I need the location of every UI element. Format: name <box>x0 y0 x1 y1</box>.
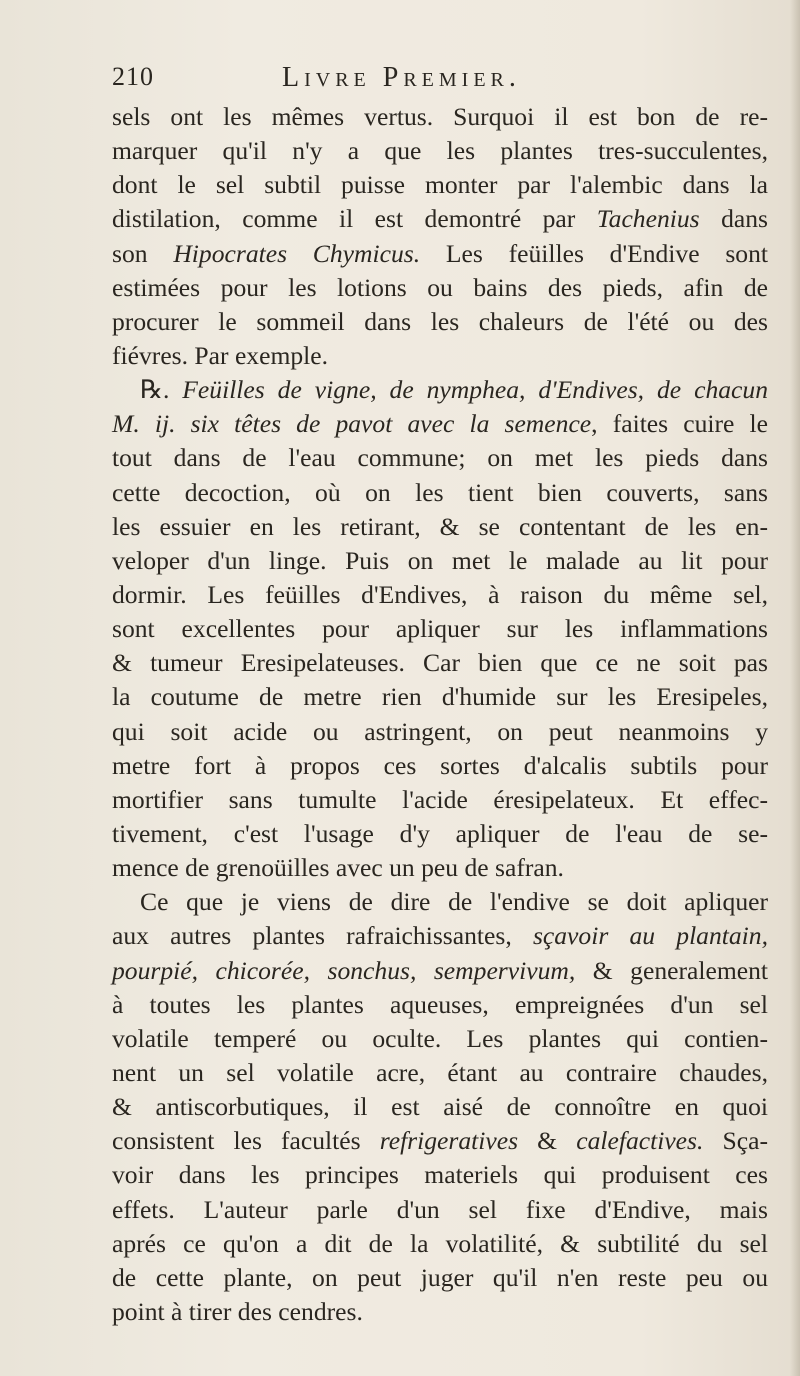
text-line <box>112 1261 768 1295</box>
italic-text-run: Feüilles de vigne, de nymphea, d'Endives, de chacun <box>182 375 769 405</box>
text-run: qui soit acide ou astringent, on peut neanmoins y <box>112 716 768 746</box>
italic-text-run: refrigeratives <box>379 1126 519 1156</box>
text-run: estimées pour les lotions ou bains des pieds, afin de <box>112 272 768 302</box>
text-line <box>112 305 768 339</box>
body-text <box>112 100 768 1329</box>
text-line <box>112 134 768 168</box>
text-line <box>112 339 768 373</box>
text-line <box>112 749 768 783</box>
text-line <box>112 578 768 612</box>
running-head: Livre Premier. <box>282 62 521 93</box>
text-run: & generalement <box>575 955 769 985</box>
text-line <box>112 988 768 1022</box>
text-run: & antiscorbutiques, il est aisé de connoître en quoi <box>112 1092 768 1122</box>
text-line <box>112 612 768 646</box>
text-run: tivement, c'est l'usage d'y apliquer de l'eau de se- <box>112 818 768 848</box>
text-line <box>112 954 768 988</box>
text-line <box>112 817 768 851</box>
text-line <box>112 919 768 953</box>
text-line <box>112 1227 768 1261</box>
text-line <box>112 271 768 305</box>
text-line <box>112 646 768 680</box>
text-run: fiévres. Par exemple. <box>112 340 329 370</box>
text-line <box>112 1090 768 1124</box>
text-run: cette decoction, où on les tient bien couverts, sans <box>112 477 768 507</box>
text-run: aprés ce qu'on a dit de la volatilité, & subtilité du sel <box>112 1228 768 1258</box>
text-run: effets. L'auteur parle d'un sel fixe d'Endive, mais <box>112 1194 768 1224</box>
text-run: consistent les facultés <box>112 1126 380 1156</box>
text-run: à toutes les plantes aqueuses, empreignées d'un sel <box>112 989 768 1019</box>
text-line <box>112 1295 768 1329</box>
text-run: marquer qu'il n'y a que les plantes tres-succulentes, <box>112 136 768 166</box>
text-run: dont le sel subtil puisse monter par l'alembic dans la <box>112 170 768 200</box>
text-line <box>112 510 768 544</box>
text-run: ℞. <box>140 375 183 405</box>
text-run: voir dans les principes materiels qui produisent ces <box>112 1160 768 1190</box>
text-run: procurer le sommeil dans les chaleurs de l'été ou des <box>112 306 768 336</box>
text-line <box>112 1124 768 1158</box>
text-line <box>112 407 768 441</box>
text-run: Les feüilles d'Endive sont <box>420 238 768 268</box>
italic-text-run: Hipocrates Chymicus. <box>173 238 421 268</box>
text-line <box>112 373 768 407</box>
text-line <box>112 202 768 236</box>
text-run: sels ont les mêmes vertus. Surquoi il est bon de re- <box>112 102 768 131</box>
text-line <box>112 1193 768 1227</box>
text-run: aux autres plantes rafraichissantes, <box>112 921 533 951</box>
text-line <box>112 1022 768 1056</box>
text-run: les essuier en les retirant, & se contentant de les en- <box>112 511 768 541</box>
text-run: Ce que je viens de dire de l'endive se doit apliquer <box>140 887 768 917</box>
italic-text-run: M. ij. six têtes de pavot avec la semence <box>112 409 592 439</box>
text-run: nent un sel volatile acre, étant au contraire chaudes, <box>112 1057 768 1087</box>
page-header <box>112 62 768 102</box>
text-line <box>112 1158 768 1192</box>
page-number: 210 <box>112 62 154 91</box>
text-line <box>112 885 768 919</box>
italic-text-run: Tachenius <box>596 204 700 234</box>
text-line <box>112 783 768 817</box>
text-run: la coutume de metre rien d'humide sur les Eresipeles, <box>112 682 768 712</box>
italic-text-run: calefactives. <box>576 1126 704 1156</box>
text-run: mortifier sans tumulte l'acide éresipelateux. Et effec- <box>112 784 768 814</box>
text-line <box>112 851 768 885</box>
italic-text-run: pourpié, chicorée, sonchus, sempervivum, <box>112 955 576 985</box>
page-edge-shadow <box>790 0 800 1376</box>
text-line <box>112 476 768 510</box>
text-line <box>112 715 768 749</box>
text-line <box>112 1056 768 1090</box>
text-line <box>112 168 768 202</box>
italic-text-run: sçavoir au plantain, <box>532 921 768 951</box>
text-run: & tumeur Eresipelateuses. Car bien que ce ne soit pas <box>112 648 768 678</box>
text-run: distilation, comme il est demontré par <box>112 204 597 234</box>
text-run: son <box>112 238 174 268</box>
text-run: mence de grenoüilles avec un peu de safran. <box>112 853 564 883</box>
text-run: sont excellentes pour apliquer sur les inflammations <box>112 614 768 644</box>
text-run: de cette plante, on peut juger qu'il n'en reste peu ou <box>112 1262 768 1292</box>
text-line <box>112 100 768 134</box>
text-run: veloper d'un linge. Puis on met le malade au lit pour <box>112 545 768 575</box>
text-run: volatile temperé ou oculte. Les plantes qui contien- <box>112 1023 768 1053</box>
text-line <box>112 441 768 475</box>
text-run: dormir. Les feüilles d'Endives, à raison du même sel, <box>112 579 768 609</box>
text-line <box>112 680 768 714</box>
text-line <box>112 237 768 271</box>
text-run: metre fort à propos ces sortes d'alcalis subtils pour <box>112 750 768 780</box>
text-run: point à tirer des cendres. <box>112 1296 363 1326</box>
text-run: , faites cuire le <box>591 409 768 439</box>
text-line <box>112 544 768 578</box>
text-run: Sça- <box>703 1126 768 1156</box>
text-run: dans <box>699 204 768 234</box>
text-run: & <box>518 1126 577 1156</box>
text-run: tout dans de l'eau commune; on met les pieds dans <box>112 443 768 473</box>
